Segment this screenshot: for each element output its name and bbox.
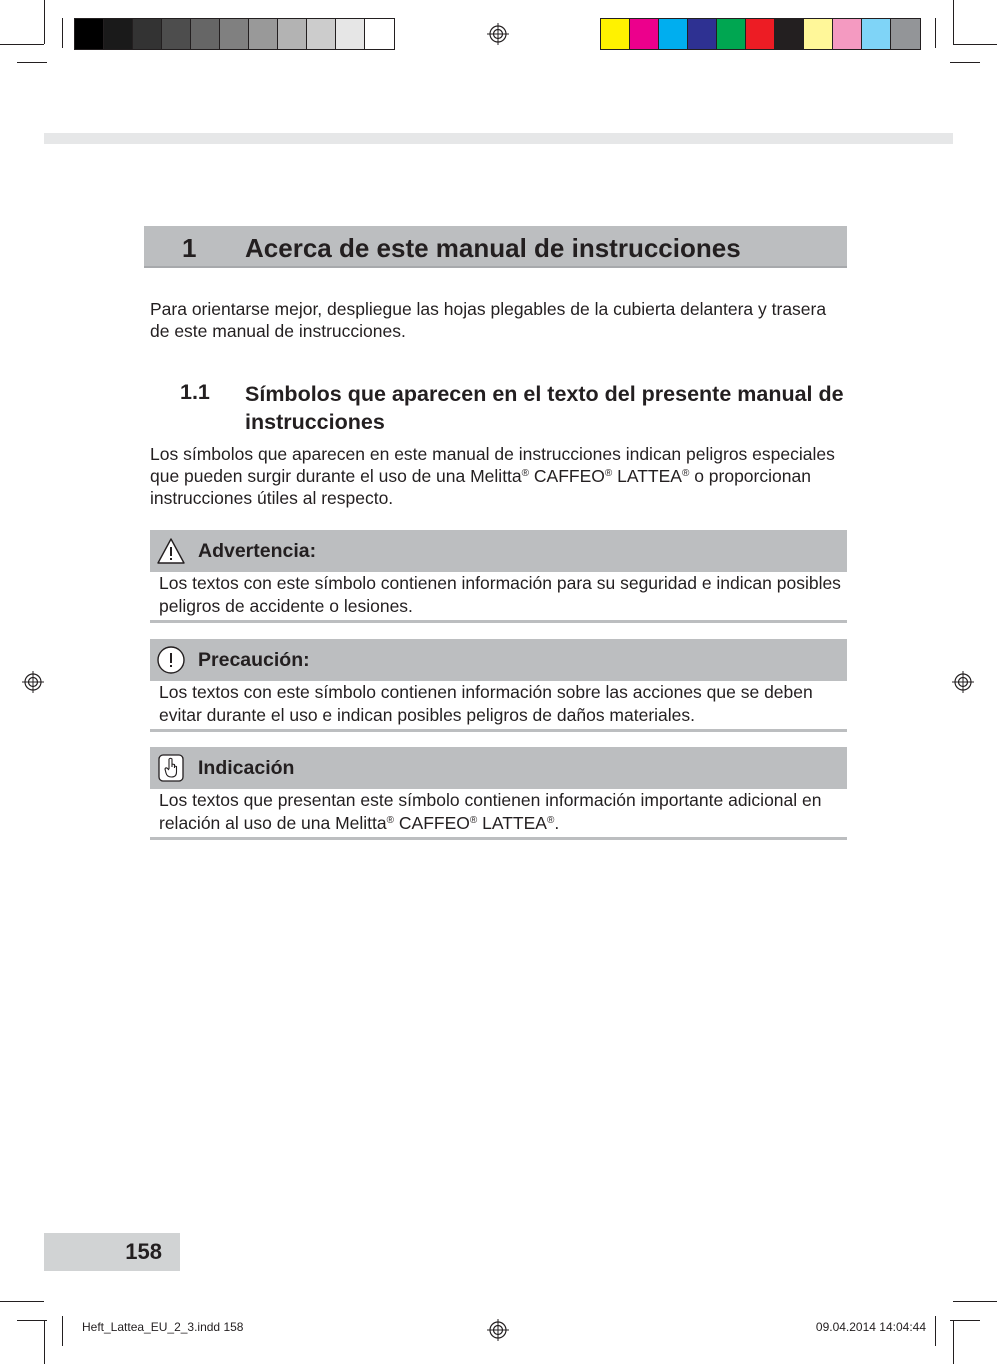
crop-mark — [953, 1301, 997, 1302]
warning-triangle-icon — [156, 536, 186, 566]
color-swatch — [104, 19, 133, 49]
color-swatch — [75, 19, 104, 49]
subsection-text — [150, 443, 850, 509]
color-swatch — [630, 19, 659, 49]
color-swatch — [688, 19, 717, 49]
section-title: Acerca de este manual de instrucciones — [245, 233, 741, 263]
crop-mark — [950, 1320, 980, 1321]
crop-mark — [44, 1320, 45, 1364]
note-title: Advertencia: — [198, 540, 317, 562]
crop-mark — [17, 1320, 47, 1321]
crop-mark — [953, 44, 997, 45]
crop-mark — [0, 1301, 44, 1302]
text-segment: Los textos que presentan este símbolo contienen información importante adicional en relación al uso de una Melitta — [159, 790, 822, 833]
slug-timestamp: 09.04.2014 14:04:44 — [815, 1320, 926, 1334]
text-segment: CAFFEO — [394, 812, 470, 833]
section-intro: Para orientarse mejor, despliegue las hojas plegables de la cubierta delantera y trasera de este manual de instrucciones. — [150, 299, 827, 341]
color-swatch — [601, 19, 630, 49]
note-text — [150, 789, 847, 840]
color-swatch — [862, 19, 891, 49]
color-swatch — [891, 19, 920, 49]
note-header — [150, 747, 847, 789]
registration-mark-icon — [487, 23, 509, 45]
color-swatch — [191, 19, 220, 49]
text-segment: LATTEA — [612, 466, 682, 486]
process-color-bar — [600, 18, 921, 50]
exclamation-circle-icon — [156, 645, 186, 675]
crop-mark — [0, 44, 44, 45]
color-swatch — [278, 19, 307, 49]
note-title: Precaución: — [198, 649, 310, 671]
color-swatch — [746, 19, 775, 49]
text-segment: . — [554, 812, 560, 833]
registered-mark: ® — [469, 814, 478, 826]
registered-mark: ® — [546, 814, 555, 826]
registered-mark: ® — [681, 468, 690, 479]
registered-mark: ® — [604, 468, 613, 479]
note-text: Los textos con este símbolo contienen información para su seguridad e indican posibles peligros de accidente o lesiones. — [150, 572, 847, 623]
registration-mark-icon — [952, 671, 974, 693]
subsection-number: 1.1 — [180, 380, 210, 404]
color-swatch — [717, 19, 746, 49]
color-swatch — [659, 19, 688, 49]
color-swatch — [220, 19, 249, 49]
crop-mark — [953, 1320, 954, 1364]
registration-mark-icon — [22, 671, 44, 693]
page-number: 158 — [125, 1239, 162, 1264]
crop-mark — [950, 62, 980, 63]
caution-note — [150, 639, 847, 732]
crop-mark — [44, 0, 45, 44]
color-swatch — [162, 19, 191, 49]
crop-mark — [17, 62, 47, 63]
color-swatch — [133, 19, 162, 49]
registered-mark: ® — [521, 468, 530, 479]
color-swatch — [804, 19, 833, 49]
text-segment: CAFFEO — [529, 466, 605, 486]
note-header — [150, 530, 847, 572]
note-title: Indicación — [198, 757, 295, 779]
header-band — [44, 133, 953, 144]
note-text: Los textos con este símbolo contienen información sobre las acciones que se deben evitar durante el uso e indican posibles peligros de daños materiales. — [150, 681, 847, 732]
color-swatch — [336, 19, 365, 49]
registered-mark: ® — [386, 814, 395, 826]
color-swatch — [365, 19, 394, 49]
section-number: 1 — [182, 233, 197, 263]
color-swatch — [307, 19, 336, 49]
page-number-box — [44, 1233, 180, 1271]
grayscale-color-bar — [74, 18, 395, 50]
note-header — [150, 639, 847, 681]
color-swatch — [775, 19, 804, 49]
text-segment: Los símbolos que aparecen en este manual de instrucciones indican peligros especiales que pueden surgir durante el uso de una Melitta — [150, 444, 835, 486]
text-segment: o proporcionan instrucciones útiles al respecto. — [150, 466, 811, 508]
slug-filename: Heft_Lattea_EU_2_3.indd 158 — [82, 1320, 244, 1334]
crop-mark — [62, 18, 63, 48]
section-heading-bar — [144, 226, 847, 268]
pointing-hand-icon — [156, 753, 186, 783]
crop-mark — [935, 1316, 936, 1346]
registration-mark-icon — [487, 1319, 509, 1341]
crop-mark — [62, 1316, 63, 1346]
subsection-title: Símbolos que aparecen en el texto del presente manual de instrucciones — [245, 382, 844, 434]
color-swatch — [249, 19, 278, 49]
crop-mark — [935, 18, 936, 48]
text-segment: LATTEA — [477, 812, 547, 833]
color-swatch — [833, 19, 862, 49]
info-note — [150, 747, 847, 840]
warning-note — [150, 530, 847, 623]
crop-mark — [953, 0, 954, 44]
